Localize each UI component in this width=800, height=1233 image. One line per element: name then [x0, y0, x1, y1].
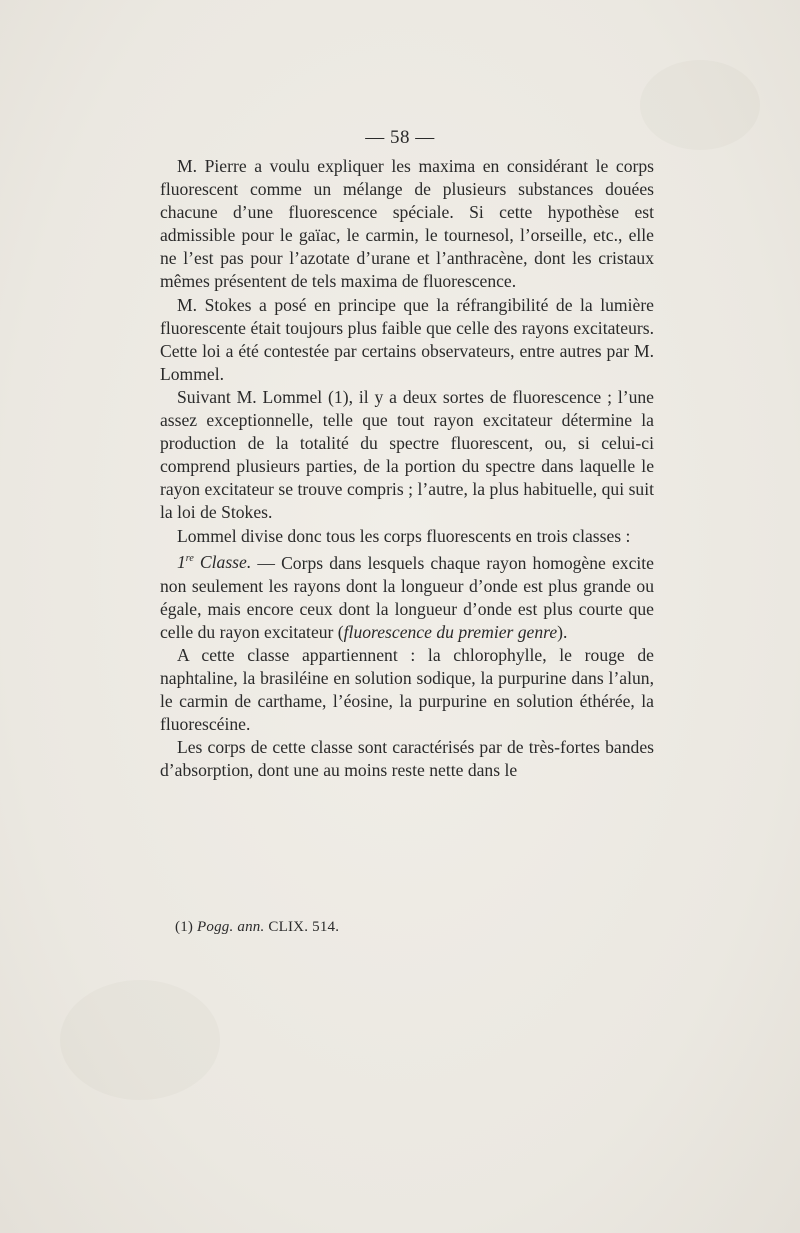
first-class-text: — Corps dans lesquels chaque rayon homogène excite non seulement les rayons dont la longueur d’onde est plus grande ou égale, mais encore ceux dont la longueur d’onde est plus courte que celle du rayon excitateur ( — [160, 552, 654, 642]
footnote-marker: (1) — [175, 919, 194, 935]
paragraph-members: A cette classe appartiennent : la chlorophylle, le rouge de naphtaline, la brasiléine en solution sodique, la purpurine dans l’alun, le carmin de carthame, l’éosine, la purpurine en solution éthérée, la fluorescéine. — [160, 644, 654, 735]
first-class-end: ). — [557, 621, 568, 642]
class-heading-word: Classe. — [193, 552, 252, 573]
paragraph-lommel — [160, 386, 654, 525]
class-heading-superscript: re — [185, 553, 194, 565]
footnote-source: Pogg. ann. — [197, 919, 265, 935]
page-number: — 58 — — [365, 127, 435, 148]
paragraph-lommel-text: Suivant M. Lommel — [177, 386, 329, 407]
body-text — [160, 155, 654, 782]
class-heading-number: 1 — [177, 552, 186, 573]
paragraph-pierre: M. Pierre a voulu expliquer les maxima en considérant le corps fluorescent comme un mélange de plusieurs substances douées chacune d’une fluorescence spéciale. Si cette hypothèse est admissible pour le gaïac, le carmin, le tournesol, l’orseille, etc., elle ne l’est pas pour l’azotate d’urane et l’anthracène, dont les cristaux mêmes présentent de tels maxima de fluorescence. — [160, 156, 654, 292]
footnote-ref: CLIX. 514. — [264, 919, 340, 935]
paragraph-first-class — [160, 548, 654, 644]
paper-stain — [60, 980, 220, 1100]
class-heading — [177, 552, 251, 572]
fluorescence-term: fluorescence du premier genre — [343, 621, 558, 642]
paragraph-classes: Lommel divise donc tous les corps fluorescents en trois classes : — [177, 525, 631, 546]
paragraph-stokes: M. Stokes a posé en principe que la réfrangibilité de la lumière fluorescente était toujours plus faible que celle des rayons excitateurs. Cette loi a été contestée par certains observateurs, entre autres par M. Lommel. — [160, 294, 654, 384]
paragraph-absorption: Les corps de cette classe sont caractérisés par de très-fortes bandes d’absorption, dont une au moins reste nette dans le — [160, 737, 654, 781]
paragraph-lommel-text-cont: , il y a deux sortes de fluorescence ; l’une assez exceptionnelle, telle que tout rayon excitateur détermine la production de la totalité du spectre fluorescent, ou, si celui-ci comprend plusieurs parties, de la portion du spectre dans laquelle le rayon excitateur se trouve compris ; l’autre, la plus habituelle, qui suit la loi de Stokes. — [160, 386, 654, 523]
footnote-reference: (1) — [328, 386, 349, 407]
footnote — [175, 917, 339, 937]
